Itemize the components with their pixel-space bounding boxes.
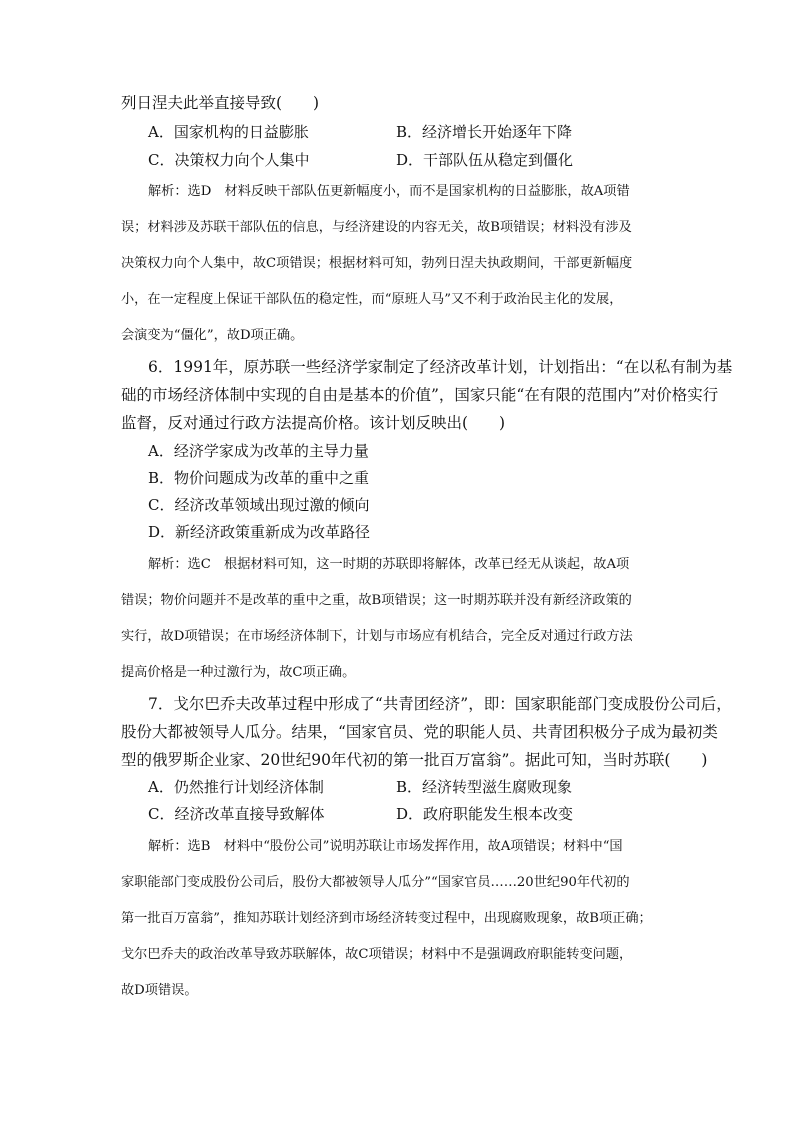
q6-stem-line: 础的市场经济体制中实现的自由是基本的价值”，国家只能“在有限的范围内”对价格实行 [121, 386, 719, 404]
q6-option-c: C．经济改革领域出现过激的倾向 [148, 496, 370, 514]
q7-explanation-line: 第一批百万富翁”，推知苏联计划经济到市场经济转变过程中，出现腐败现象，故B项正确； [121, 911, 652, 926]
q7-option-d: D．政府职能发生根本改变 [396, 805, 574, 823]
q6-option-b: B．物价问题成为改革的重中之重 [148, 469, 370, 487]
q7-explanation-line: 解析：选B 材料中“股份公司”说明苏联让市场发挥作用，故A项错误；材料中“国 [148, 839, 623, 854]
q5-option-d: D．干部队伍从稳定到僵化 [396, 151, 574, 169]
q5-option-a: A．国家机构的日益膨胀 [148, 123, 309, 141]
q7-option-c: C．经济改革直接导致解体 [148, 805, 325, 823]
q6-stem-line: 监督，反对通过行政方法提高价格。该计划反映出( ) [121, 414, 506, 432]
q7-explanation-line: 家职能部门变成股份公司后，股份大都被领导人瓜分”“国家官员……20世纪90年代初的 [121, 875, 630, 890]
q5-option-b: B．经济增长开始逐年下降 [396, 123, 573, 141]
q5-explanation-line: 误；材料涉及苏联干部队伍的信息，与经济建设的内容无关，故B项错误；材料没有涉及 [121, 220, 632, 235]
q7-stem-line: 股份大都被领导人瓜分。结果，“国家官员、党的职能人员、共青团积极分子成为最初类 [121, 723, 718, 741]
q6-explanation-line: 实行，故D项错误；在市场经济体制下，计划与市场应有机结合，完全反对通过行政方法 [121, 629, 633, 644]
q7-option-b: B．经济转型滋生腐败现象 [396, 778, 573, 796]
q5-explanation-line: 解析：选D 材料反映干部队伍更新幅度小，而不是国家机构的日益膨胀，故A项错 [148, 184, 630, 199]
q6-option-a: A．经济学家成为改革的主导力量 [148, 442, 369, 460]
q6-explanation-line: 错误；物价问题并不是改革的重中之重，故B项错误；这一时期苏联并没有新经济政策的 [121, 593, 632, 608]
q6-explanation-line: 解析：选C 根据材料可知，这一时期的苏联即将解体，改革已经无从谈起，故A项 [148, 557, 630, 572]
q7-stem-line: 型的俄罗斯企业家、20世纪90年代初的第一批百万富翁”。据此可知，当时苏联( ) [121, 751, 708, 769]
q6-explanation-line: 提高价格是一种过激行为，故C项正确。 [121, 665, 356, 680]
q5-option-c: C．决策权力向个人集中 [148, 151, 310, 169]
q5-explanation-line: 决策权力向个人集中，故C项错误；根据材料可知，勃列日涅夫执政期间，干部更新幅度 [121, 256, 633, 271]
q6-stem-line: 6．1991年，原苏联一些经济学家制定了经济改革计划，计划指出：“在以私有制为基 [148, 358, 733, 376]
q5-explanation-line: 会演变为“僵化”，故D项正确。 [121, 328, 304, 343]
q7-explanation-line: 故D项错误。 [121, 983, 198, 998]
q6-option-d: D．新经济政策重新成为改革路径 [148, 523, 371, 541]
q7-option-a: A．仍然推行计划经济体制 [148, 778, 324, 796]
q7-stem-line: 7．戈尔巴乔夫改革过程中形成了“共青团经济”，即：国家职能部门变成股份公司后， [148, 695, 732, 713]
q5-stem: 列日涅夫此举直接导致( ) [121, 94, 320, 112]
q7-explanation-line: 戈尔巴乔夫的政治改革导致苏联解体，故C项错误；材料中不是强调政府职能转变问题， [121, 947, 633, 962]
q5-explanation-line: 小，在一定程度上保证干部队伍的稳定性，而“原班人马”又不利于政治民主化的发展， [121, 292, 623, 307]
